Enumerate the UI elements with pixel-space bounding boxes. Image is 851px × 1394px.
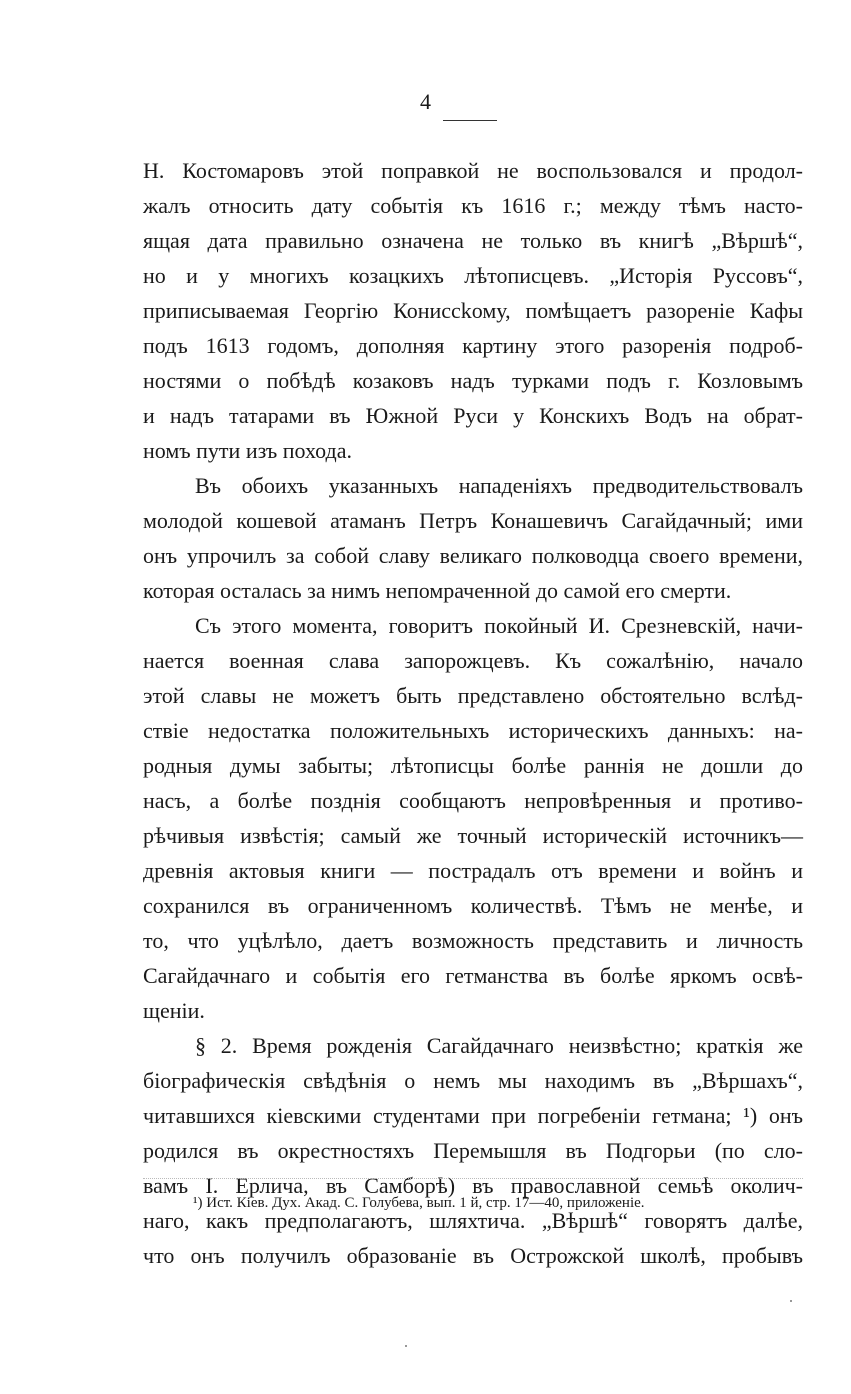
text-line: нается военная слава запорожцевъ. Къ сожалѣнію, начало — [143, 648, 803, 673]
text-line: родныя думы забыты; лѣтописцы болѣе раннія не дошли до — [143, 753, 803, 778]
text-line: которая осталась за нимъ непомраченной до самой его смерти. — [143, 578, 732, 603]
text-line: что онъ получилъ образованіе въ Острожской школѣ, пробывъ — [143, 1243, 803, 1268]
text-line: родился въ окрестностяхъ Перемышля въ Подгорьи (по сло- — [143, 1138, 803, 1163]
text-line: насъ, а болѣе позднія сообщаютъ непровѣренныя и противо- — [143, 788, 803, 813]
text-line: этой славы не можетъ быть представлено обстоятельно вслѣд- — [143, 683, 803, 708]
text-line: щеніи. — [143, 998, 205, 1023]
text-line: вамъ І. Ерлича, въ Самборѣ) въ православной семьѣ околич- — [143, 1173, 803, 1198]
footnote: ¹) Ист. Кіев. Дух. Акад. С. Голубева, вып. 1 й, стр. 17—40, приложеніе. — [193, 1195, 645, 1211]
page-number-underline — [443, 120, 497, 121]
main-text — [143, 153, 803, 1273]
text-line: подъ 1613 годомъ, дополняя картину этого разоренія подроб- — [143, 333, 803, 358]
text-line: и надъ татарами въ Южной Руси у Конскихъ Водъ на обрат- — [143, 403, 803, 428]
text-line: сохранился въ ограниченномъ количествѣ. Тѣмъ не менѣе, и — [143, 893, 803, 918]
text-line: молодой кошевой атаманъ Петръ Конашевичъ Сагайдачный; ими — [143, 508, 803, 533]
text-line: рѣчивыя извѣстія; самый же точный историческій источникъ— — [143, 823, 803, 848]
text-line: ностями о побѣдѣ козаковъ надъ турками подъ г. Козловымъ — [143, 368, 803, 393]
footnote-separator — [143, 1178, 803, 1179]
text-line: приписываемая Георгію Кониссkому, помѣщаетъ разореніе Кафы — [143, 298, 803, 323]
text-line: то, что уцѣлѣло, даетъ возможность представить и личность — [143, 928, 803, 953]
text-line: древнія актовыя книги — пострадалъ отъ времени и войнъ и — [143, 858, 803, 883]
text-line: но и у многихъ козацкихъ лѣтописцевъ. „Исторія Руссовъ“, — [143, 263, 803, 288]
scan-speck — [790, 1300, 792, 1302]
text-line: номъ пути изъ похода. — [143, 438, 352, 463]
text-line: онъ упрочилъ за собой славу великаго полководца своего времени, — [143, 543, 803, 568]
page-number: 4 — [420, 89, 431, 114]
text-line: біографическія свѣдѣнія о немъ мы находимъ въ „Вѣршахъ“, — [143, 1068, 803, 1093]
text-line: Сагайдачнаго и событія его гетманства въ болѣе яркомъ освѣ- — [143, 963, 803, 988]
text-line: Н. Костомаровъ этой поправкой не воспользовался и продол- — [143, 158, 803, 183]
text-line: § 2. Время рожденія Сагайдачнаго неизвѣстно; краткія же — [195, 1033, 803, 1058]
scan-speck — [405, 1345, 407, 1347]
text-line: жалъ относить дату событія къ 1616 г.; между тѣмъ насто- — [143, 193, 803, 218]
text-line: ящая дата правильно означена не только въ книгѣ „Вѣршѣ“, — [143, 228, 803, 253]
text-line: Съ этого момента, говоритъ покойный И. Срезневскій, начи- — [195, 613, 803, 638]
text-line: читавшихся кіевскими студентами при погребеніи гетмана; ¹) онъ — [143, 1103, 803, 1128]
text-line: Въ обоихъ указанныхъ нападеніяхъ предводительствовалъ — [195, 473, 803, 498]
text-line: ствіе недостатка положительныхъ историческихъ данныхъ: на- — [143, 718, 803, 743]
text-line: наго, какъ предполагаютъ, шляхтича. „Вѣршѣ“ говорятъ далѣе, — [143, 1208, 803, 1233]
